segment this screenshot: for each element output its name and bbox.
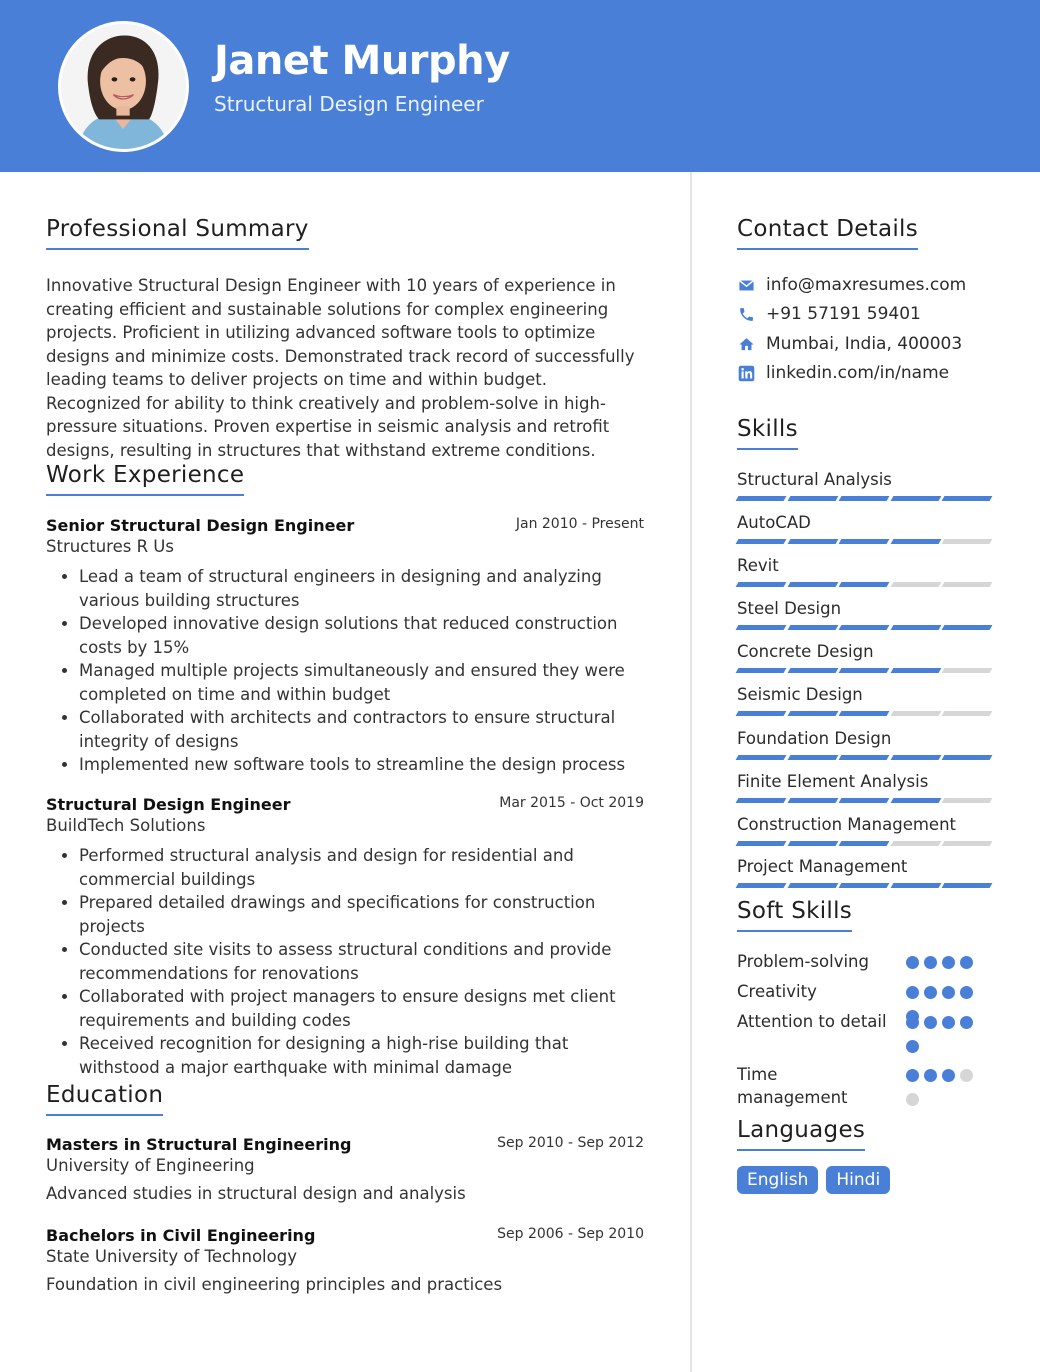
skill-name: Concrete Design xyxy=(737,642,874,661)
skill-segment-filled xyxy=(787,496,837,501)
soft-skill-item xyxy=(737,980,997,1003)
skill-name: Foundation Design xyxy=(737,729,892,748)
contact-section xyxy=(737,216,918,250)
language-badge: English xyxy=(737,1166,818,1194)
job-bullet: • Collaborated with architects and contractors to ensure structural integrity of designs xyxy=(79,706,646,753)
skill-item xyxy=(737,556,997,575)
summary-section xyxy=(46,216,309,250)
skill-level-bar xyxy=(737,668,991,673)
skill-segment-filled xyxy=(787,711,837,716)
skill-segment-filled xyxy=(890,798,940,803)
languages-list xyxy=(737,1166,890,1194)
skill-segment-filled xyxy=(839,668,889,673)
skill-segment-filled xyxy=(942,755,992,760)
soft-skills-section xyxy=(737,898,852,932)
rating-dot-filled xyxy=(942,1016,955,1029)
education-date: Sep 2010 - Sep 2012 xyxy=(497,1135,644,1151)
skill-level-bar xyxy=(737,496,991,501)
contact-phone[interactable] xyxy=(737,302,921,326)
rating-dot-filled xyxy=(960,986,973,999)
candidate-title: Structural Design Engineer xyxy=(214,92,484,116)
rating-dot-filled xyxy=(906,956,919,969)
job-bullet: • Implemented new software tools to streamline the design process xyxy=(79,753,646,777)
linkedin-icon xyxy=(737,364,755,382)
skill-segment-filled xyxy=(787,883,837,888)
job-bullet: • Performed structural analysis and design for residential and commercial buildings xyxy=(79,844,646,891)
skill-segment-filled xyxy=(839,582,889,587)
rating-dot-filled xyxy=(906,1040,919,1053)
envelope-icon xyxy=(737,276,755,294)
job-bullet: • Developed innovative design solutions that reduced construction costs by 15% xyxy=(79,612,646,659)
soft-skill-rating xyxy=(906,1016,980,1053)
job-bullet: • Received recognition for designing a high-rise building that withstood a major earthquake with minimal damage xyxy=(79,1032,646,1079)
skill-name: Project Management xyxy=(737,857,908,876)
job-entry xyxy=(46,516,646,777)
job-bullet: • Prepared detailed drawings and specifications for construction projects xyxy=(79,891,646,938)
rating-dot-filled xyxy=(942,956,955,969)
skills-heading: Skills xyxy=(737,416,798,450)
column-divider xyxy=(690,172,692,1372)
skill-segment-filled xyxy=(839,883,889,888)
soft-skill-item xyxy=(737,1010,997,1033)
school-name: University of Engineering xyxy=(46,1156,255,1175)
skill-segment-filled xyxy=(942,496,992,501)
skill-segment-filled xyxy=(736,711,786,716)
job-role: Senior Structural Design Engineer xyxy=(46,516,355,535)
education-description: Foundation in civil engineering principles and practices xyxy=(46,1275,503,1294)
contact-linkedin[interactable] xyxy=(737,361,949,385)
skill-item xyxy=(737,857,997,876)
skill-level-bar xyxy=(737,539,991,544)
skill-segment-filled xyxy=(942,625,992,630)
skill-segment-filled xyxy=(942,883,992,888)
skill-segment-filled xyxy=(736,582,786,587)
summary-text: Innovative Structural Design Engineer with 10 years of experience in creating efficient and sustainable solutions for complex engineering projects. Proficient in utilizing advanced software tools to optimize designs and minimize costs. Demonstrated track record of successfully leading teams to deliver projects on time and within budget. Recognized for ability to think creatively and problem-solve in high-pressure situations. Proven expertise in seismic analysis and retrofit designs, resulting in structures that withstand extreme conditions. xyxy=(46,276,635,460)
skill-level-bar xyxy=(737,582,991,587)
skill-segment-filled xyxy=(839,755,889,760)
skill-segment-empty xyxy=(942,798,992,803)
rating-dot-filled xyxy=(924,986,937,999)
rating-dot-empty xyxy=(906,1093,919,1106)
job-bullet: • Managed multiple projects simultaneously and ensured they were completed on time and within budget xyxy=(79,659,646,706)
skill-segment-filled xyxy=(787,798,837,803)
skill-name: Steel Design xyxy=(737,599,842,618)
candidate-name: Janet Murphy xyxy=(214,38,510,84)
phone-text: +91 57191 59401 xyxy=(766,304,921,324)
skill-segment-filled xyxy=(787,625,837,630)
job-company: BuildTech Solutions xyxy=(46,816,206,835)
skill-segment-empty xyxy=(942,668,992,673)
education-section xyxy=(46,1082,163,1116)
skill-segment-empty xyxy=(890,711,940,716)
job-date: Mar 2015 - Oct 2019 xyxy=(499,795,644,811)
education-date: Sep 2006 - Sep 2010 xyxy=(497,1226,644,1242)
skill-segment-filled xyxy=(839,841,889,846)
profile-photo xyxy=(58,21,189,152)
contact-address xyxy=(737,332,962,356)
rating-dot-filled xyxy=(906,1069,919,1082)
rating-dot-filled xyxy=(924,1069,937,1082)
skill-name: Construction Management xyxy=(737,815,956,834)
skill-segment-filled xyxy=(787,755,837,760)
soft-skill-name: Creativity xyxy=(737,982,817,1001)
skill-name: AutoCAD xyxy=(737,513,811,532)
languages-section xyxy=(737,1117,865,1151)
skill-item xyxy=(737,685,997,704)
language-badge: Hindi xyxy=(826,1166,890,1194)
skill-name: Revit xyxy=(737,556,779,575)
email-text: info@maxresumes.com xyxy=(766,275,967,295)
experience-heading: Work Experience xyxy=(46,462,244,496)
skill-item xyxy=(737,729,997,748)
soft-skill-item xyxy=(737,1063,997,1109)
skill-segment-empty xyxy=(890,841,940,846)
skill-segment-empty xyxy=(890,582,940,587)
soft-skill-name: Time management xyxy=(737,1065,848,1107)
skill-level-bar xyxy=(737,711,991,716)
rating-dot-filled xyxy=(942,1069,955,1082)
rating-dot-filled xyxy=(960,1016,973,1029)
experience-section xyxy=(46,462,244,496)
skill-level-bar xyxy=(737,883,991,888)
skill-segment-filled xyxy=(839,711,889,716)
skill-name: Finite Element Analysis xyxy=(737,772,929,791)
education-description: Advanced studies in structural design and analysis xyxy=(46,1184,466,1203)
education-heading: Education xyxy=(46,1082,163,1116)
soft-skill-rating xyxy=(906,956,980,969)
rating-dot-filled xyxy=(960,956,973,969)
skill-segment-filled xyxy=(736,841,786,846)
degree-name: Masters in Structural Engineering xyxy=(46,1135,352,1154)
address-text: Mumbai, India, 400003 xyxy=(766,334,963,354)
skill-segment-filled xyxy=(787,582,837,587)
skill-segment-filled xyxy=(890,496,940,501)
skill-item xyxy=(737,513,997,532)
job-bullet: • Collaborated with project managers to ensure designs met client requirements and building codes xyxy=(79,985,646,1032)
job-entry xyxy=(46,795,646,1079)
skill-name: Structural Analysis xyxy=(737,470,892,489)
skill-segment-filled xyxy=(890,625,940,630)
skill-segment-filled xyxy=(736,496,786,501)
skill-segment-filled xyxy=(736,755,786,760)
skill-segment-filled xyxy=(890,668,940,673)
contact-email[interactable] xyxy=(737,273,966,297)
skill-item xyxy=(737,599,997,618)
skill-segment-filled xyxy=(736,668,786,673)
skill-item xyxy=(737,642,997,661)
soft-skills-heading: Soft Skills xyxy=(737,898,852,932)
skill-item xyxy=(737,815,997,834)
resume-header xyxy=(0,0,1040,172)
job-company: Structures R Us xyxy=(46,537,174,556)
skill-segment-filled xyxy=(890,883,940,888)
skill-segment-filled xyxy=(839,625,889,630)
skill-level-bar xyxy=(737,755,991,760)
skill-segment-empty xyxy=(942,841,992,846)
avatar-illustration xyxy=(61,24,186,149)
skill-segment-filled xyxy=(890,539,940,544)
phone-icon xyxy=(737,305,755,323)
school-name: State University of Technology xyxy=(46,1247,297,1266)
education-entry xyxy=(46,1135,646,1203)
soft-skill-rating xyxy=(906,1069,980,1106)
rating-dot-filled xyxy=(924,956,937,969)
summary-heading: Professional Summary xyxy=(46,216,309,250)
skill-segment-filled xyxy=(839,539,889,544)
home-icon xyxy=(737,335,755,353)
skill-level-bar xyxy=(737,841,991,846)
skill-segment-filled xyxy=(736,539,786,544)
contact-heading: Contact Details xyxy=(737,216,918,250)
skill-segment-empty xyxy=(942,582,992,587)
skill-segment-filled xyxy=(787,841,837,846)
skill-segment-filled xyxy=(839,798,889,803)
skill-segment-filled xyxy=(839,496,889,501)
skill-segment-filled xyxy=(787,668,837,673)
job-role: Structural Design Engineer xyxy=(46,795,291,814)
skill-segment-filled xyxy=(736,883,786,888)
rating-dot-filled xyxy=(906,986,919,999)
job-bullet: • Conducted site visits to assess structural conditions and provide recommendations for renovations xyxy=(79,938,646,985)
soft-skill-name: Attention to detail xyxy=(737,1012,887,1031)
skill-segment-filled xyxy=(736,798,786,803)
education-entry xyxy=(46,1226,646,1294)
soft-skill-name: Problem-solving xyxy=(737,952,869,971)
rating-dot-filled xyxy=(924,1016,937,1029)
job-bullets xyxy=(46,565,646,777)
skill-level-bar xyxy=(737,798,991,803)
skill-item xyxy=(737,772,997,791)
skill-segment-empty xyxy=(942,711,992,716)
skill-level-bar xyxy=(737,625,991,630)
skill-segment-filled xyxy=(736,625,786,630)
job-bullets xyxy=(46,844,646,1079)
skill-segment-empty xyxy=(942,539,992,544)
skill-segment-filled xyxy=(787,539,837,544)
languages-heading: Languages xyxy=(737,1117,865,1151)
job-bullet: • Lead a team of structural engineers in designing and analyzing various building structures xyxy=(79,565,646,612)
rating-dot-filled xyxy=(942,986,955,999)
skill-segment-filled xyxy=(890,755,940,760)
skill-name: Seismic Design xyxy=(737,685,863,704)
rating-dot-filled xyxy=(906,1016,919,1029)
linkedin-text: linkedin.com/in/name xyxy=(766,363,950,383)
rating-dot-empty xyxy=(960,1069,973,1082)
degree-name: Bachelors in Civil Engineering xyxy=(46,1226,316,1245)
skills-section xyxy=(737,416,798,450)
skill-item xyxy=(737,470,997,489)
job-date: Jan 2010 - Present xyxy=(515,516,644,532)
soft-skill-item xyxy=(737,950,997,973)
